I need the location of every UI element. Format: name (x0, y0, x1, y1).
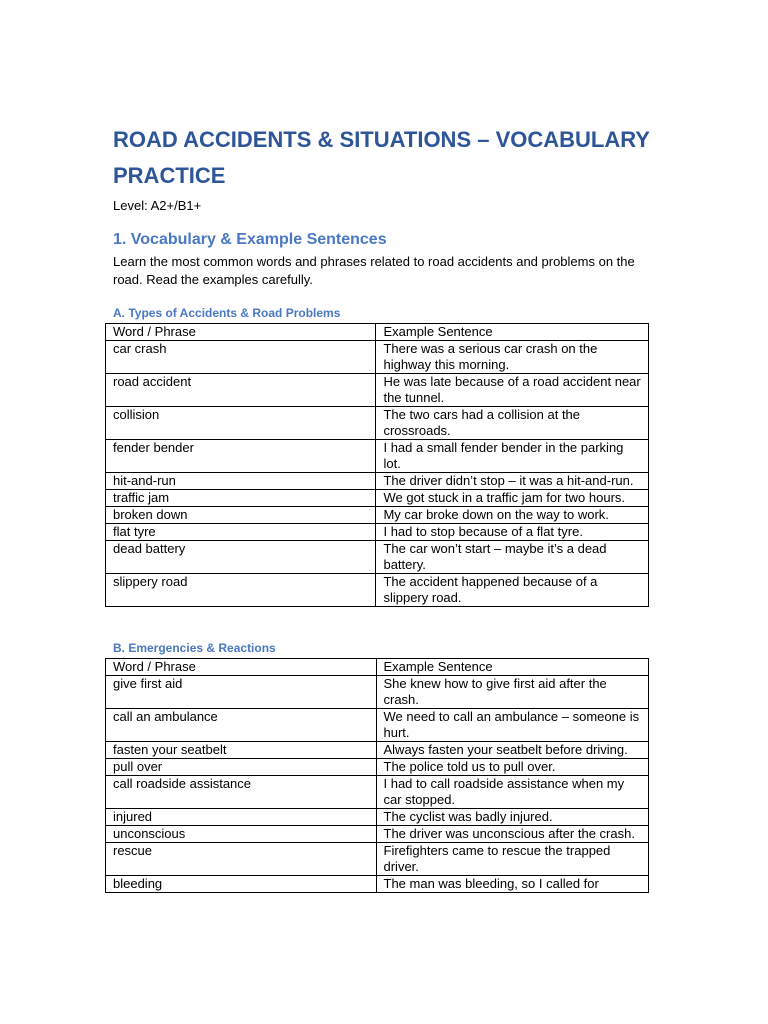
table-row (106, 776, 649, 809)
table-b (105, 658, 649, 893)
table-row (106, 490, 649, 507)
word-cell: broken down (106, 507, 376, 524)
word-cell: traffic jam (106, 490, 376, 507)
word-cell: pull over (106, 759, 377, 776)
example-cell: He was late because of a road accident near the tunnel. (376, 374, 649, 407)
section-1-heading: 1. Vocabulary & Example Sentences (113, 231, 387, 248)
table-row (106, 524, 649, 541)
word-cell: fender bender (106, 440, 376, 473)
table-row (106, 574, 649, 607)
column-header-example: Example Sentence (376, 659, 649, 676)
example-cell: The police told us to pull over. (376, 759, 649, 776)
example-cell: The accident happened because of a slippery road. (376, 574, 649, 607)
example-cell: The cyclist was badly injured. (376, 809, 649, 826)
word-cell: call an ambulance (106, 709, 377, 742)
table-header-row (106, 324, 649, 341)
table-row (106, 407, 649, 440)
level-label: Level: A2+/B1+ (113, 198, 202, 213)
word-cell: car crash (106, 341, 376, 374)
column-header-example: Example Sentence (376, 324, 649, 341)
table-row (106, 709, 649, 742)
example-cell: There was a serious car crash on the highway this morning. (376, 341, 649, 374)
example-cell: We need to call an ambulance – someone is hurt. (376, 709, 649, 742)
table-row (106, 843, 649, 876)
word-cell: hit-and-run (106, 473, 376, 490)
example-cell: I had a small fender bender in the parking lot. (376, 440, 649, 473)
title-line-2: PRACTICE (113, 163, 226, 188)
example-cell: She knew how to give first aid after the crash. (376, 676, 649, 709)
word-cell: bleeding (106, 876, 377, 893)
table-row (106, 759, 649, 776)
table-b-viewport (100, 655, 660, 929)
example-cell: I had to stop because of a flat tyre. (376, 524, 649, 541)
table-a-heading: A. Types of Accidents & Road Problems (113, 306, 341, 320)
word-cell: collision (106, 407, 376, 440)
word-cell: flat tyre (106, 524, 376, 541)
example-cell: Always fasten your seatbelt before driving. (376, 742, 649, 759)
word-cell: dead battery (106, 541, 376, 574)
word-cell: unconscious (106, 826, 377, 843)
word-cell: road accident (106, 374, 376, 407)
title-line-1: ROAD ACCIDENTS & SITUATIONS – VOCABULARY (113, 127, 650, 152)
example-cell: Firefighters came to rescue the trapped driver. (376, 843, 649, 876)
example-cell: The car won’t start – maybe it’s a dead battery. (376, 541, 649, 574)
table-row (106, 876, 649, 893)
table-row (106, 676, 649, 709)
example-cell: The driver was unconscious after the crash. (376, 826, 649, 843)
table-row (106, 341, 649, 374)
table-row (106, 541, 649, 574)
column-header-word: Word / Phrase (106, 659, 377, 676)
page-title (113, 122, 673, 194)
table-a (105, 323, 649, 607)
word-cell: fasten your seatbelt (106, 742, 377, 759)
word-cell: rescue (106, 843, 377, 876)
example-cell: I had to call roadside assistance when my car stopped. (376, 776, 649, 809)
example-cell: The driver didn’t stop – it was a hit-and-run. (376, 473, 649, 490)
table-row (106, 507, 649, 524)
table-row (106, 826, 649, 843)
table-row (106, 473, 649, 490)
table-row (106, 440, 649, 473)
example-cell: The two cars had a collision at the crossroads. (376, 407, 649, 440)
example-cell: We got stuck in a traffic jam for two hours. (376, 490, 649, 507)
column-header-word: Word / Phrase (106, 324, 376, 341)
word-cell: call roadside assistance (106, 776, 377, 809)
table-header-row (106, 659, 649, 676)
section-1-intro: Learn the most common words and phrases related to road accidents and problems on the road. Read the examples carefully. (113, 254, 635, 287)
example-cell: The man was bleeding, so I called for (376, 876, 649, 893)
table-b-heading: B. Emergencies & Reactions (113, 641, 276, 655)
table-row (106, 809, 649, 826)
word-cell: injured (106, 809, 377, 826)
word-cell: give first aid (106, 676, 377, 709)
example-cell: My car broke down on the way to work. (376, 507, 649, 524)
word-cell: slippery road (106, 574, 376, 607)
table-row (106, 374, 649, 407)
table-row (106, 742, 649, 759)
